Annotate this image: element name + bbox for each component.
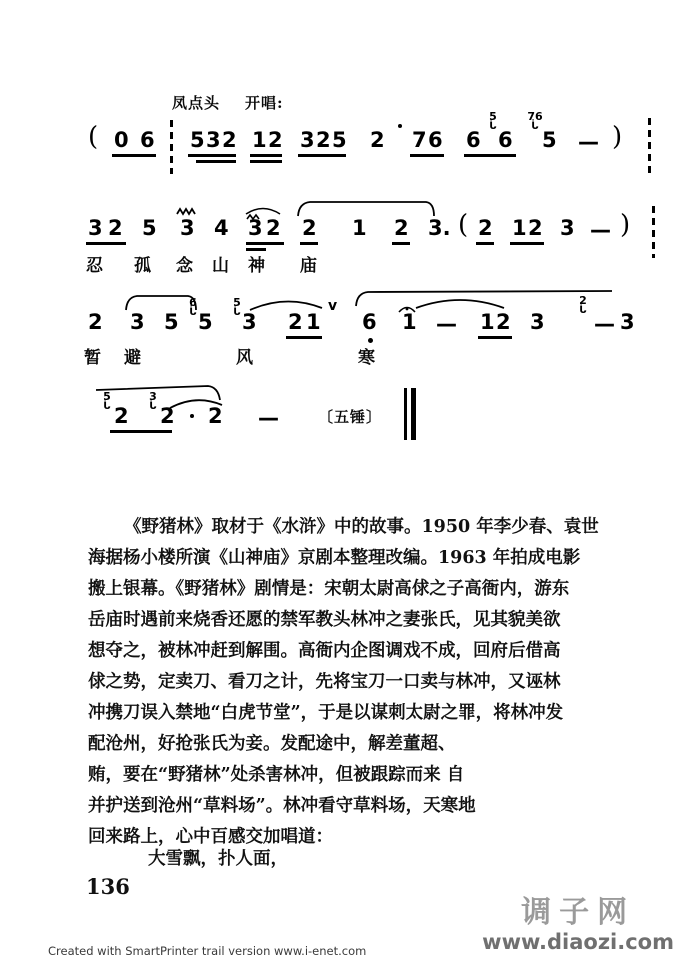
prose-line: 搬上银幕。《野猪林》剧情是：宋朝太尉高俅之子高衙内，游东 [88, 579, 570, 599]
lyric-char: 暂 [84, 348, 101, 368]
percussion-cue: 〔五锤〕 [318, 408, 383, 426]
note: 2 [268, 128, 283, 152]
prose-line: 并护送到沧州“草料场”。林冲看守草料场，天寒地 [88, 796, 476, 816]
sustain-dash: — [258, 406, 279, 430]
note: 6 [466, 128, 481, 152]
site-watermark [482, 896, 674, 954]
breath-mark-icon: v [328, 298, 338, 314]
prose-line: 岳庙时遇前来烧香还愿的禁军教头林冲之妻张氏，见其貌美欲 [88, 610, 561, 630]
note: 6 [362, 310, 377, 334]
note: 3 [530, 310, 545, 334]
note: 6 [140, 128, 155, 152]
beam [298, 154, 346, 157]
note: 2 [108, 216, 123, 240]
grace-note-pitch: 76 [527, 110, 543, 123]
close-paren: ) [612, 122, 623, 152]
lyric-char: 念 [176, 256, 193, 276]
note: 2 [266, 216, 281, 240]
beam [188, 154, 236, 157]
barline-dashed [648, 118, 651, 176]
lyric-char: 庙 [300, 256, 317, 276]
beam [246, 242, 284, 245]
grace-note-pitch: 5 [103, 390, 111, 403]
note: 2 [316, 128, 331, 152]
note: 0 [114, 128, 129, 152]
note: 1 [306, 310, 321, 334]
note: 4 [214, 216, 229, 240]
grace-note-mark: ᒑ [531, 121, 539, 132]
note: 3 [180, 216, 195, 240]
grace-note-pitch: 2 [579, 294, 587, 307]
note: 2 [394, 216, 409, 240]
note: 5 [198, 310, 213, 334]
beam [250, 160, 282, 163]
note: 2 [528, 216, 543, 240]
note: 1 [352, 216, 367, 240]
close-paren: ) [620, 210, 631, 240]
note: 1 [480, 310, 495, 334]
staccato-dot [398, 124, 402, 128]
watermark-url: www.diaozi.com [482, 930, 674, 954]
lyric-char: 避 [124, 348, 141, 368]
note: 5 [164, 310, 179, 334]
beam [464, 154, 516, 157]
grace-note-mark: ᒑ [103, 401, 111, 412]
lyric-char: 忍 [86, 256, 103, 276]
note: 3 [206, 128, 221, 152]
prose-line: 回来路上，心中百感交加唱道： [88, 827, 333, 847]
barline-dashed [170, 120, 173, 174]
note: 5 [190, 128, 205, 152]
beam [510, 242, 544, 245]
prose-line: 配沧州，好抢张氏为妾。发配途中，解差董超、 [88, 734, 456, 754]
note: 1 [512, 216, 527, 240]
score-system-2 [0, 200, 690, 296]
grace-note-pitch: 3 [149, 390, 157, 403]
sustain-dash: — [578, 130, 599, 154]
cue-label-pattern: 凤点头 [172, 94, 221, 112]
note: 3 [242, 310, 257, 334]
score-system-3 [0, 292, 690, 388]
note: 2 [288, 310, 303, 334]
final-barline-thin [404, 388, 407, 440]
lyric-char: 神 [248, 256, 265, 276]
note: 3 [130, 310, 145, 334]
sustain-dash: — [436, 312, 457, 336]
lyric-char: 孤 [134, 256, 151, 276]
note: 2 [114, 404, 129, 428]
note: 3 [300, 128, 315, 152]
beam [112, 154, 156, 157]
prose-line: 《野猪林》取材于《水浒》中的故事。1950 年李少春、袁世 [124, 517, 599, 537]
note: 3 [248, 216, 263, 240]
octave-dot-low [368, 338, 373, 343]
open-paren: ( [458, 210, 469, 240]
beam [476, 242, 494, 245]
note: 2 [496, 310, 511, 334]
grace-note [100, 392, 114, 412]
score-system-4 [0, 382, 690, 478]
note: 2 [222, 128, 237, 152]
note: 5 [542, 128, 557, 152]
note: 1 [402, 310, 417, 334]
grace-note [146, 392, 160, 412]
music-score [0, 0, 690, 470]
beam [300, 242, 318, 245]
verse-line: 大雪飘，扑人面， [148, 849, 288, 869]
score-system-1 [0, 110, 690, 206]
note: 3 [560, 216, 575, 240]
note: 6 [498, 128, 513, 152]
sustain-dash: — [590, 218, 611, 242]
lyric-char: 寒 [358, 348, 375, 368]
beam [246, 248, 266, 251]
note: 3. [428, 216, 451, 240]
grace-note [576, 296, 590, 316]
final-barline-thick [411, 388, 416, 440]
note: 2 [370, 128, 385, 152]
grace-note-mark: ᒑ [233, 307, 241, 318]
beam [410, 154, 444, 157]
prose-line: 贿，要在“野猪林”处杀害林冲，但被跟踪而来 自 [88, 765, 465, 785]
prose-line: 想夺之，被林冲赶到解围。高衙内企图调戏不成，回府后借高 [88, 641, 561, 661]
note: 2 [208, 404, 223, 428]
note: 2 [160, 404, 175, 428]
prose-line: 冲携刀误入禁地“白虎节堂”，于是以谋刺太尉之罪，将林冲发 [88, 703, 564, 723]
grace-note-mark: ᒑ [579, 305, 587, 316]
grace-note-pitch: 5 [233, 296, 241, 309]
beam [86, 242, 126, 245]
beam [110, 430, 172, 433]
beam [286, 336, 322, 339]
grace-note-mark: ᒑ [189, 307, 197, 318]
lyric-char: 风 [236, 348, 253, 368]
page-number: 136 [86, 874, 130, 899]
open-paren: ( [88, 122, 99, 152]
prose-line: 俅之势，定卖刀、看刀之计，先将宝刀一口卖与林冲，又诬林 [88, 672, 561, 692]
note: 2 [478, 216, 493, 240]
grace-note-mark: ᒑ [489, 121, 497, 132]
note: 6 [428, 128, 443, 152]
note: 3 [88, 216, 103, 240]
grace-note-pitch: 6 [189, 296, 197, 309]
staccato-dot [190, 414, 194, 418]
grace-note-mark: ᒑ [149, 401, 157, 412]
cue-label-start-sing: 开唱: [245, 94, 284, 112]
beam [250, 154, 282, 157]
lyric-char: 山 [212, 256, 229, 276]
watermark-name: 调子网 [521, 895, 636, 930]
prose-line: 海据杨小楼所演《山神庙》京剧本整理改编。1963 年拍成电影 [88, 548, 581, 568]
grace-note-pitch: 5 [489, 110, 497, 123]
note: 7 [412, 128, 427, 152]
beam [196, 160, 236, 163]
note: 2 [88, 310, 103, 334]
note: 3 [620, 310, 635, 334]
beam [478, 336, 512, 339]
barline-dashed [652, 206, 655, 258]
sustain-dash: — [594, 312, 615, 336]
note: 2 [302, 216, 317, 240]
beam [392, 242, 410, 245]
note: 5 [332, 128, 347, 152]
note: 1 [252, 128, 267, 152]
printer-credit: Created with SmartPrinter trail version www.i-enet.com [48, 944, 367, 958]
synopsis-paragraph [88, 512, 650, 853]
note: 5 [142, 216, 157, 240]
